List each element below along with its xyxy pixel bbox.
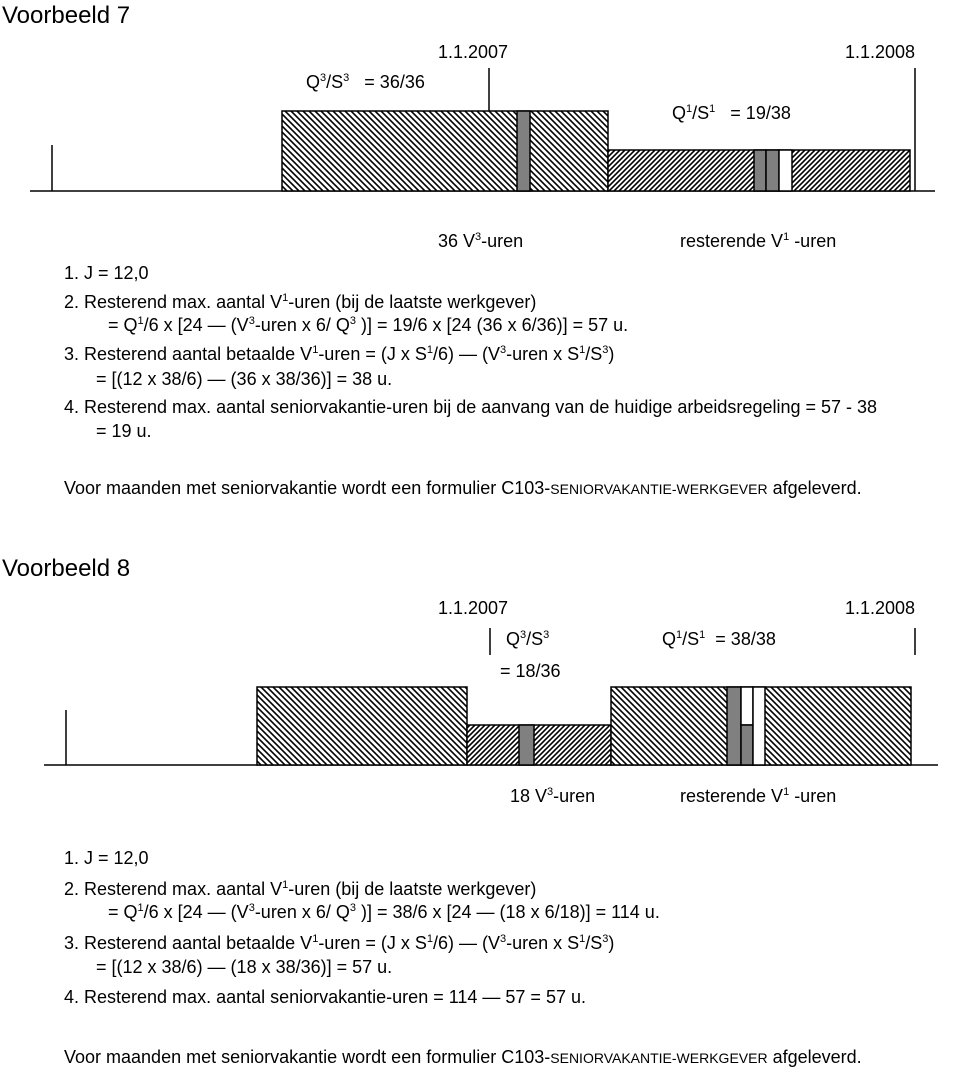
ex8-v1-bar [727, 687, 741, 765]
ex7-line-4a: 4. Resterend max. aantal seniorvakantie-uren bij de aanvang van de huidige arbeidsregeling = 57 - 38 [64, 397, 878, 417]
ex8-line-3b: = [(12 x 38/6) — (18 x 38/36)] = 57 u. [96, 957, 393, 977]
ex7-line-4b: = 19 u. [96, 421, 152, 441]
ex7-q3-ratio: $Q^3/S^3$ = 36/36 [306, 72, 425, 92]
ex8-line-2b: = $Q^1/6$ x [24 — ($V^3$-uren x 6/ $Q^3$ )] = 38/6 x [24 — (18 x 6/18)] = 114 u. [108, 902, 660, 922]
ex7-block-employer3 [282, 111, 608, 191]
ex8-gray-bar-bottom [741, 725, 753, 765]
ex8-block-employer3a [257, 687, 467, 765]
ex7-date-end: 1.1.2008 [845, 42, 916, 62]
ex7-line-3b: = [(12 x 38/6) — (36 x 38/36)] = 38 u. [96, 369, 393, 389]
ex8-label-v3: 18 $V^3$-uren [510, 786, 596, 806]
ex7-date-start: 1.1.2007 [438, 42, 509, 62]
ex8-label-v1: resterende $V^1$ -uren [680, 786, 837, 806]
ex8-note: Voor maanden met seniorvakantie wordt een formulier C103-SENIORVAKANTIE-WERKGEVER afgeleverd. [64, 1047, 862, 1067]
ex8-q1-ratio: $Q^1/S^1 = 38/38$ [662, 629, 776, 649]
example-8-heading: Voorbeeld 8 [2, 555, 131, 582]
ex7-q1-ratio: $Q^1/S^1$ = 19/38 [672, 103, 791, 123]
ex7-label-v1: resterende $V^1$ -uren [680, 231, 837, 251]
ex8-timeline-diagram [0, 600, 960, 780]
ex7-line-2a: 2. Resterend max. aantal $V^1$-uren (bij de laatste werkgever) [64, 292, 537, 312]
ex7-senior-bar [779, 150, 792, 191]
ex7-line-2b: = $Q^1/6$ x [24 — ($V^3$-uren x 6/ $Q^3$ )] = 19/6 x [24 (36 x 6/36)] = 57 u. [108, 315, 629, 335]
ex8-date-start: 1.1.2007 [438, 598, 509, 618]
ex7-line-3a: 3. Resterend aantal betaalde $V^1$-uren = (J x $S^1/6$) — ($V^3$-uren x $S^1/S^3$) [64, 344, 615, 364]
ex8-white-bar-top [741, 687, 753, 725]
ex7-v1-bar-1 [754, 150, 766, 191]
ex8-q3-ratio: $Q^3/S^3$ [506, 629, 550, 649]
ex7-timeline-diagram [0, 0, 960, 200]
ex8-line-4: 4. Resterend max. aantal seniorvakantie-uren = 114 — 57 = 57 u. [64, 987, 586, 1007]
ex8-line-2a: 2. Resterend max. aantal $V^1$-uren (bij de laatste werkgever) [64, 879, 537, 899]
example-7-heading: Voorbeeld 7 [2, 2, 131, 29]
ex8-v3-hours-bar [519, 725, 534, 765]
ex7-label-v3: 36 $V^3$-uren [438, 231, 524, 251]
ex8-line-3a: 3. Resterend aantal betaalde $V^1$-uren = (J x $S^1/6$) — ($V^3$-uren x $S^1/S^3$) [64, 933, 615, 953]
ex8-q3-value: = 18/36 [500, 661, 561, 681]
ex8-date-end: 1.1.2008 [845, 598, 916, 618]
ex7-v1-bar-2 [766, 150, 779, 191]
ex7-note: Voor maanden met seniorvakantie wordt een formulier C103-SENIORVAKANTIE-WERKGEVER afgeleverd. [64, 478, 862, 498]
ex7-v3-hours-bar [517, 111, 530, 191]
ex8-block-employer3b [467, 725, 611, 765]
ex8-line-1: 1. J = 12,0 [64, 848, 149, 868]
ex7-line-1: 1. J = 12,0 [64, 263, 149, 283]
ex8-senior-bar [753, 687, 765, 765]
